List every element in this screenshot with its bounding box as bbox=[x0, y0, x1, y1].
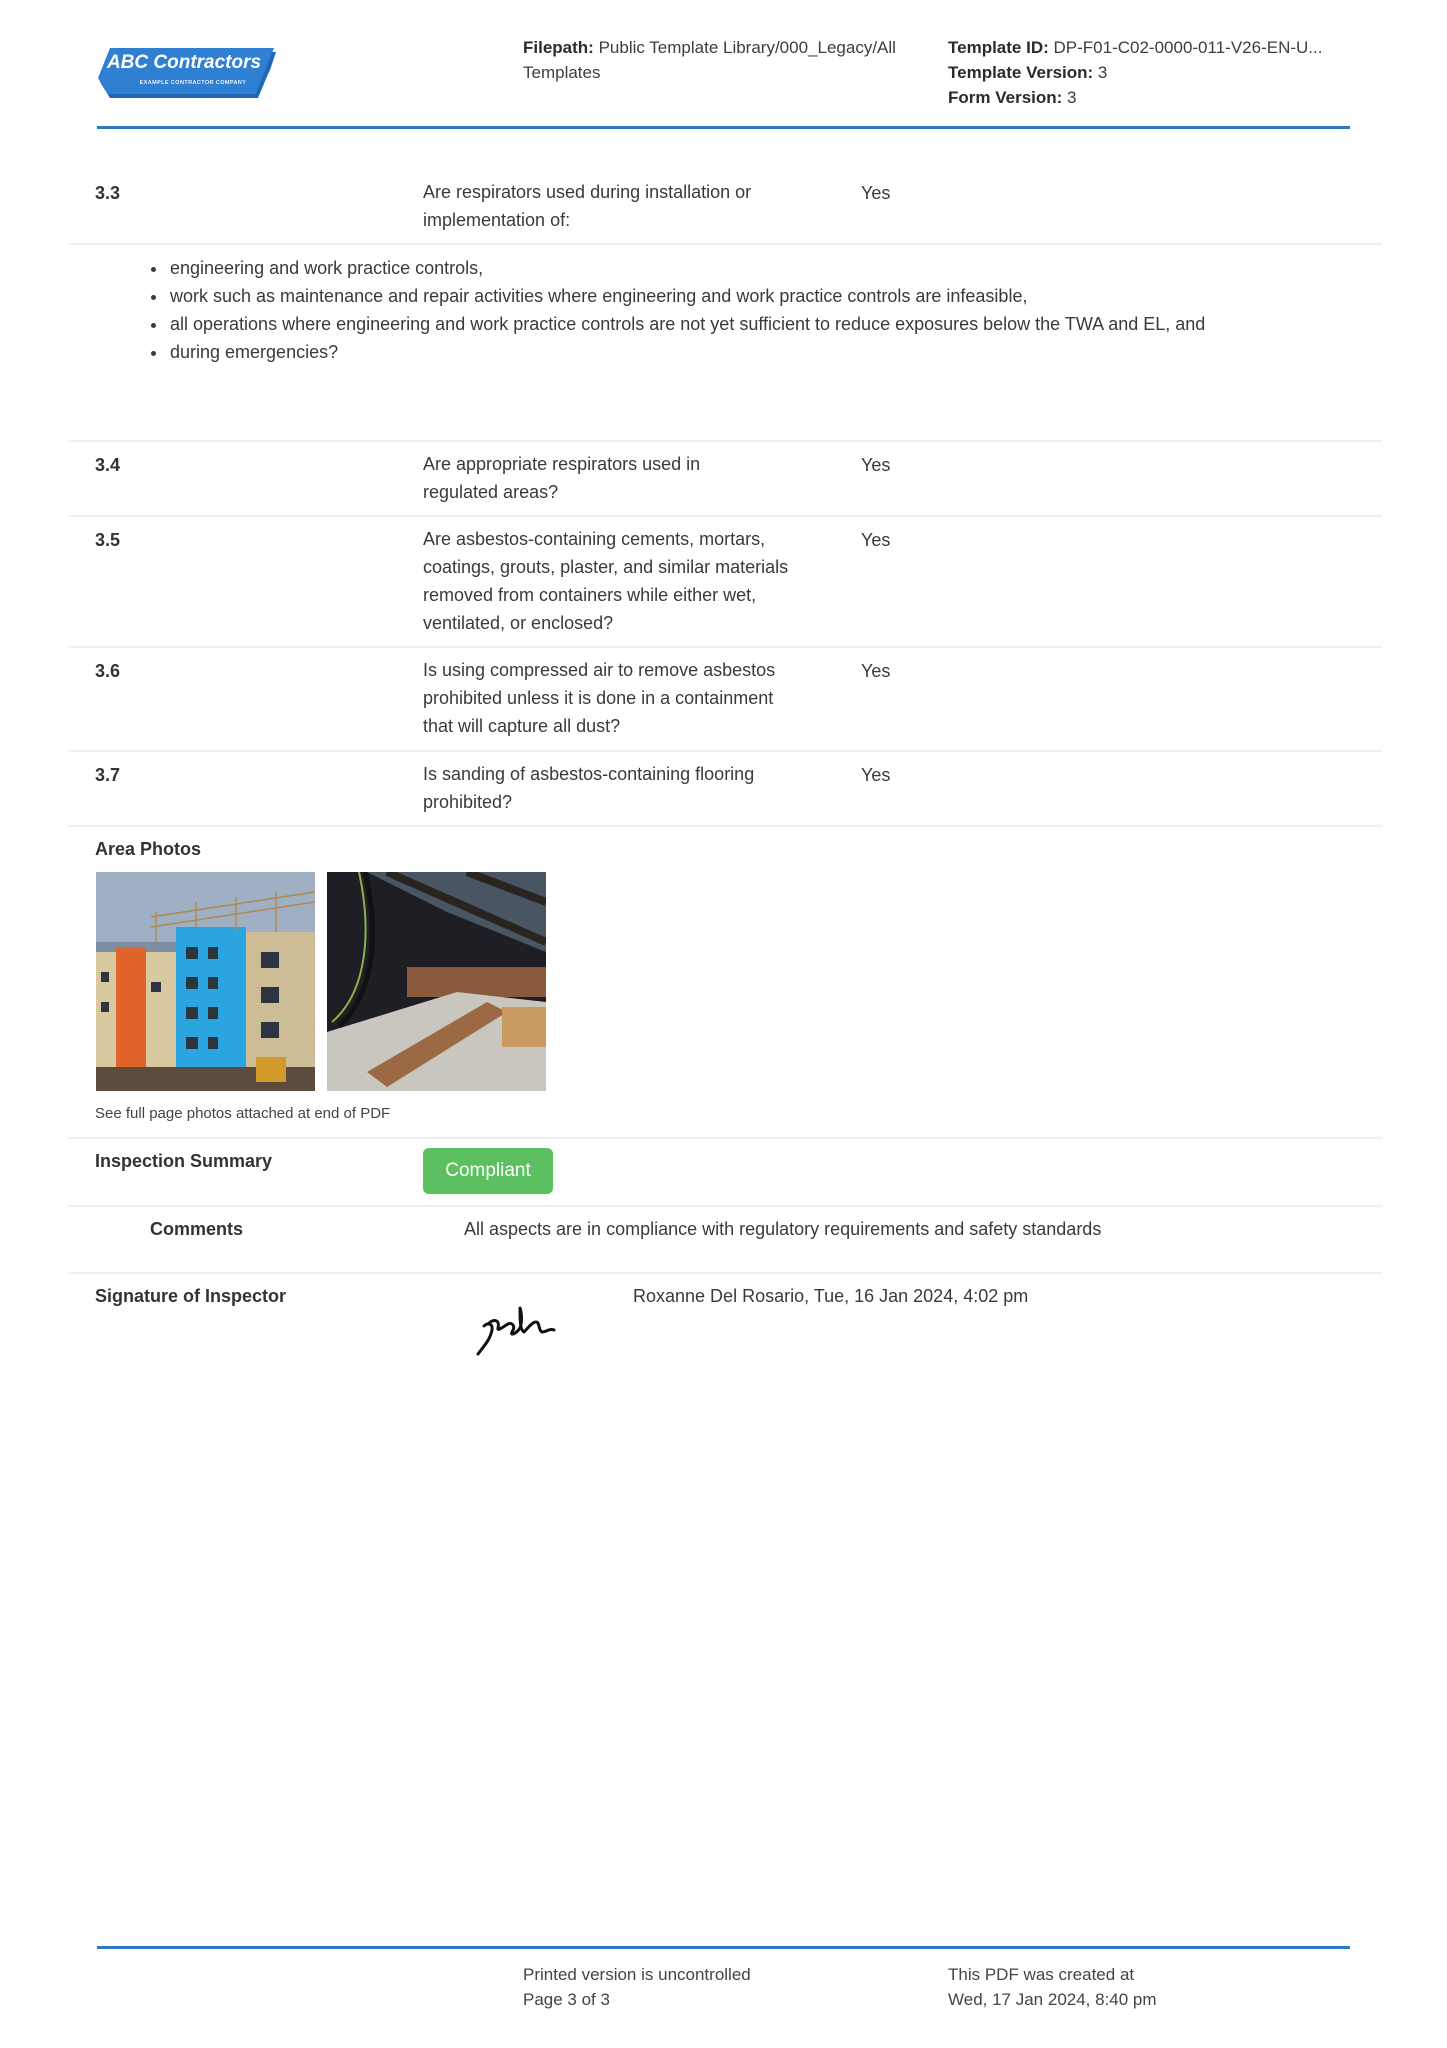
question-text: Are appropriate respirators used in regulated areas? bbox=[423, 454, 701, 502]
row-divider bbox=[68, 1272, 1382, 1274]
question-number: 3.6 bbox=[95, 661, 121, 681]
logo-name: ABC Contractors bbox=[106, 52, 262, 73]
handwritten-signature-icon bbox=[470, 1300, 570, 1360]
bullet-item: • during emergencies? bbox=[168, 338, 1205, 366]
form-version-value: 3 bbox=[1067, 88, 1077, 107]
signature-label: Signature of Inspector bbox=[95, 1286, 287, 1306]
footer-left bbox=[523, 1962, 751, 2012]
question-number: 3.4 bbox=[95, 455, 121, 475]
area-photos-label: Area Photos bbox=[95, 839, 202, 859]
building-photo-icon bbox=[96, 872, 315, 1091]
question-answer: Yes bbox=[861, 765, 891, 785]
bullet-item: • all operations where engineering and work practice controls are not yet sufficient to reduce exposures below the TWA and EL, and bbox=[168, 310, 1205, 338]
logo-tagline: EXAMPLE CONTRACTOR COMPANY bbox=[139, 80, 247, 86]
question-number: 3.7 bbox=[95, 765, 121, 785]
row-divider bbox=[68, 1137, 1382, 1139]
template-version bbox=[948, 60, 1368, 85]
template-meta bbox=[948, 35, 1368, 110]
created-date: Wed, 17 Jan 2024, 8:40 pm bbox=[948, 1990, 1157, 2009]
row-divider bbox=[68, 825, 1382, 827]
question-answer: Yes bbox=[861, 661, 891, 681]
comments-text: All aspects are in compliance with regulatory requirements and safety standards bbox=[464, 1219, 1102, 1239]
question-answer: Yes bbox=[861, 530, 891, 550]
question-number: 3.3 bbox=[95, 183, 121, 203]
question-answer: Yes bbox=[861, 455, 891, 475]
company-logo bbox=[98, 46, 278, 100]
template-id-label: Template ID: bbox=[948, 38, 1049, 57]
page-number: Page 3 of 3 bbox=[523, 1990, 610, 2009]
template-version-label: Template Version: bbox=[948, 63, 1094, 82]
form-version bbox=[948, 85, 1368, 110]
template-version-value: 3 bbox=[1097, 63, 1108, 82]
row-divider bbox=[68, 1205, 1382, 1207]
question-text: Are asbestos-containing cements, mortars, coatings, grouts, plaster, and similar materials removed from containers while either wet, ventilated, or enclosed? bbox=[423, 529, 789, 633]
filepath-label: Filepath: bbox=[523, 38, 594, 57]
attic-photo-icon bbox=[327, 872, 546, 1091]
question-text: Is sanding of asbestos-containing flooring prohibited? bbox=[423, 764, 755, 812]
question-text: Are respirators used during installation or implementation of: bbox=[423, 182, 752, 230]
signature-image bbox=[470, 1300, 570, 1360]
row-divider bbox=[68, 515, 1382, 517]
created-label: This PDF was created at bbox=[948, 1965, 1135, 1984]
area-photo-attic[interactable] bbox=[327, 872, 546, 1091]
header-rule bbox=[97, 126, 1350, 129]
bullet-item: • engineering and work practice controls, bbox=[168, 254, 1205, 282]
form-version-label: Form Version: bbox=[948, 88, 1063, 107]
bullet-item: • work such as maintenance and repair activities where engineering and work practice controls are infeasible, bbox=[168, 282, 1205, 310]
footer-rule bbox=[97, 1946, 1350, 1949]
question-answer: Yes bbox=[861, 183, 891, 203]
row-divider bbox=[68, 750, 1382, 752]
signature-signed-by: Roxanne Del Rosario, Tue, 16 Jan 2024, 4:02 pm bbox=[633, 1286, 1029, 1306]
row-divider bbox=[68, 243, 1382, 245]
comments-label: Comments bbox=[150, 1219, 244, 1239]
footer-right bbox=[948, 1962, 1157, 2012]
filepath-value: Public Template Library/000_Legacy/All Templates bbox=[523, 38, 896, 82]
row-divider bbox=[68, 440, 1382, 442]
filepath bbox=[523, 35, 923, 85]
question-number: 3.5 bbox=[95, 530, 121, 550]
area-photo-building[interactable] bbox=[96, 872, 315, 1091]
template-id-value: DP-F01-C02-0000-011-V26-EN-U... bbox=[1053, 38, 1323, 57]
area-photos-caption: See full page photos attached at end of PDF bbox=[95, 1105, 391, 1122]
compliant-status-badge: Compliant bbox=[423, 1148, 553, 1194]
question-text: Is using compressed air to remove asbestos prohibited unless it is done in a containment that will capture all dust? bbox=[423, 660, 776, 736]
inspection-summary-label: Inspection Summary bbox=[95, 1151, 273, 1171]
row-divider bbox=[68, 646, 1382, 648]
question-bullet-list bbox=[142, 254, 1205, 366]
template-id bbox=[948, 35, 1368, 60]
uncontrolled-notice: Printed version is uncontrolled bbox=[523, 1965, 751, 1984]
